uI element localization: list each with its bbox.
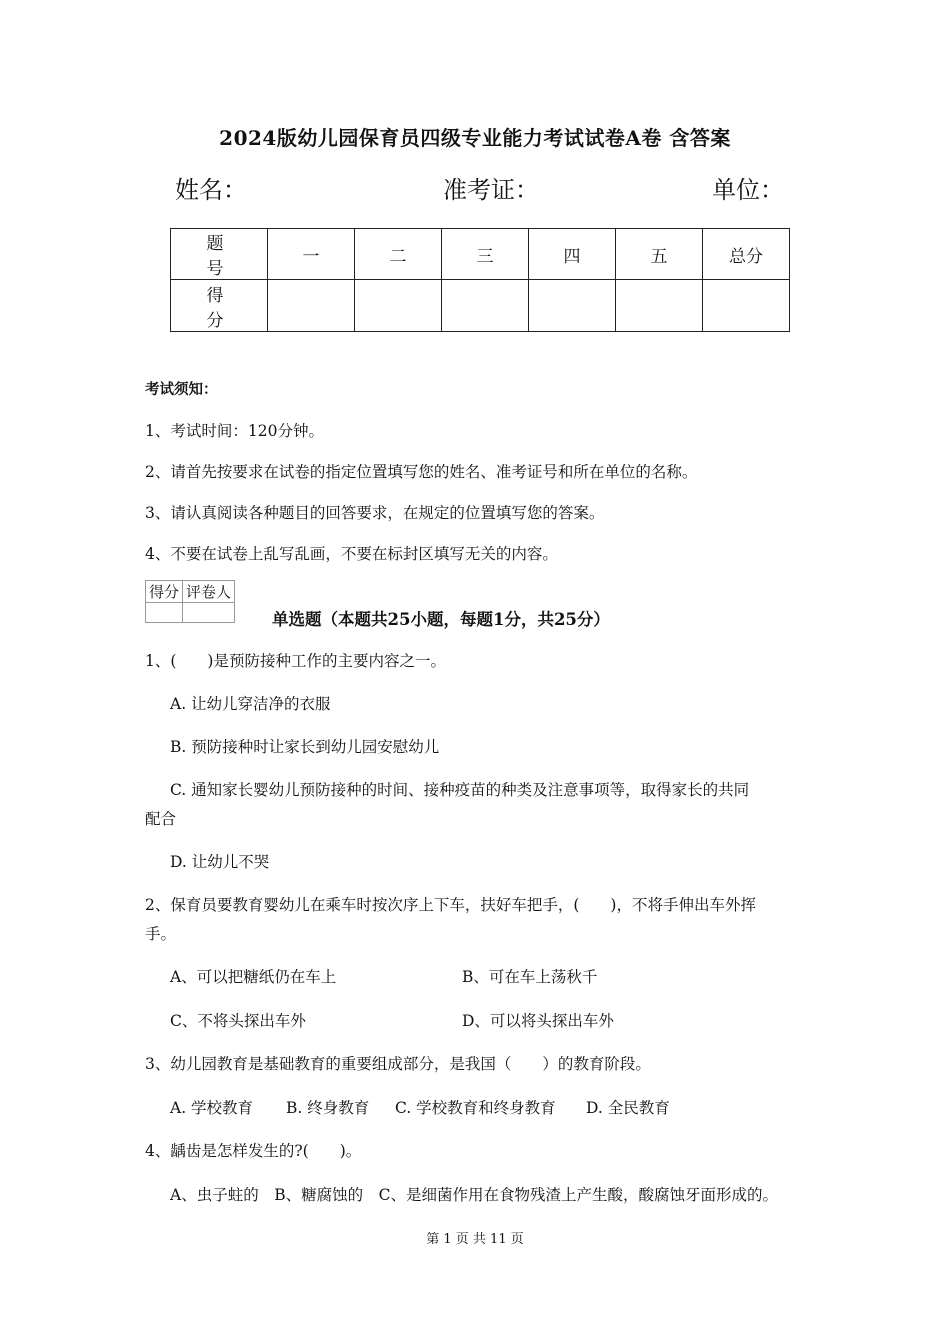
question-2-option-a: A、可以把糖纸仍在车上 bbox=[170, 968, 337, 986]
score-cell[interactable] bbox=[268, 280, 355, 332]
score-table-header-cell: 总分 bbox=[703, 229, 790, 280]
grader-reviewer-cell[interactable] bbox=[183, 603, 235, 623]
instruction-item: 1、考试时间：120分钟。 bbox=[145, 422, 324, 440]
score-table-header-cell: 三 bbox=[442, 229, 529, 280]
question-3-option-d: D. 全民教育 bbox=[586, 1099, 670, 1117]
score-table-header-cell: 五 bbox=[616, 229, 703, 280]
score-table bbox=[170, 228, 790, 332]
question-1-option-c: C. 通知家长婴幼儿预防接种的时间、接种疫苗的种类及注意事项等，取得家长的共同 bbox=[170, 781, 750, 799]
question-1-option-d: D. 让幼儿不哭 bbox=[170, 853, 270, 871]
score-cell[interactable] bbox=[703, 280, 790, 332]
question-3-option-c: C. 学校教育和终身教育 bbox=[395, 1099, 556, 1117]
question-1-option-c-cont: 配合 bbox=[145, 810, 177, 828]
score-table-header-cell: 四 bbox=[529, 229, 616, 280]
question-2-stem: 2、保育员要教育婴幼儿在乘车时按次序上下车，扶好车把手，( )，不将手伸出车外挥 bbox=[145, 896, 756, 914]
instruction-item: 4、不要在试卷上乱写乱画，不要在标封区填写无关的内容。 bbox=[145, 545, 558, 563]
score-cell[interactable] bbox=[529, 280, 616, 332]
question-3-option-b: B. 终身教育 bbox=[286, 1099, 370, 1117]
score-table-header-row bbox=[171, 229, 790, 280]
name-field-label: 姓名： bbox=[175, 176, 247, 204]
grader-score-label: 得分 bbox=[146, 581, 183, 603]
instruction-item: 3、请认真阅读各种题目的回答要求，在规定的位置填写您的答案。 bbox=[145, 504, 605, 522]
instruction-item: 2、请首先按要求在试卷的指定位置填写您的姓名、准考证号和所在单位的名称。 bbox=[145, 463, 698, 481]
score-row-label: 得 分 bbox=[171, 280, 268, 332]
question-1-stem: 1、( )是预防接种工作的主要内容之一。 bbox=[145, 652, 446, 670]
unit-field-label: 单位： bbox=[712, 176, 784, 204]
page-footer: 第 1 页 共 11 页 bbox=[426, 1232, 524, 1247]
question-2-option-b: B、可在车上荡秋千 bbox=[462, 968, 598, 986]
score-table-header-cell: 一 bbox=[268, 229, 355, 280]
exam-id-field-label: 准考证： bbox=[443, 176, 539, 204]
grader-reviewer-label: 评卷人 bbox=[183, 581, 235, 603]
score-table-header-cell: 题 号 bbox=[171, 229, 268, 280]
question-2-option-c: C、不将头探出车外 bbox=[170, 1012, 306, 1030]
score-cell[interactable] bbox=[616, 280, 703, 332]
question-1-option-a: A. 让幼儿穿洁净的衣服 bbox=[170, 695, 331, 713]
question-1-option-b: B. 预防接种时让家长到幼儿园安慰幼儿 bbox=[170, 738, 440, 756]
instructions-heading: 考试须知： bbox=[145, 381, 218, 398]
score-cell[interactable] bbox=[355, 280, 442, 332]
question-2-stem-cont: 手。 bbox=[145, 925, 177, 943]
grader-score-cell[interactable] bbox=[146, 603, 183, 623]
score-cell[interactable] bbox=[442, 280, 529, 332]
document-title: 2024版幼儿园保育员四级专业能力考试试卷A卷 含答案 bbox=[219, 126, 731, 150]
section-title: 单选题（本题共25小题，每题1分，共25分） bbox=[272, 610, 610, 629]
grader-box bbox=[145, 580, 235, 623]
question-3-option-a: A. 学校教育 bbox=[170, 1099, 254, 1117]
score-table-header-cell: 二 bbox=[355, 229, 442, 280]
score-table-score-row bbox=[171, 280, 790, 332]
question-4-options: A、虫子蛀的 B、糖腐蚀的 C、是细菌作用在食物残渣上产生酸，酸腐蚀牙面形成的。 bbox=[170, 1186, 778, 1204]
question-3-stem: 3、幼儿园教育是基础教育的重要组成部分，是我国（ ）的教育阶段。 bbox=[145, 1055, 651, 1073]
question-4-stem: 4、龋齿是怎样发生的?( )。 bbox=[145, 1142, 362, 1160]
question-2-option-d: D、可以将头探出车外 bbox=[462, 1012, 614, 1030]
